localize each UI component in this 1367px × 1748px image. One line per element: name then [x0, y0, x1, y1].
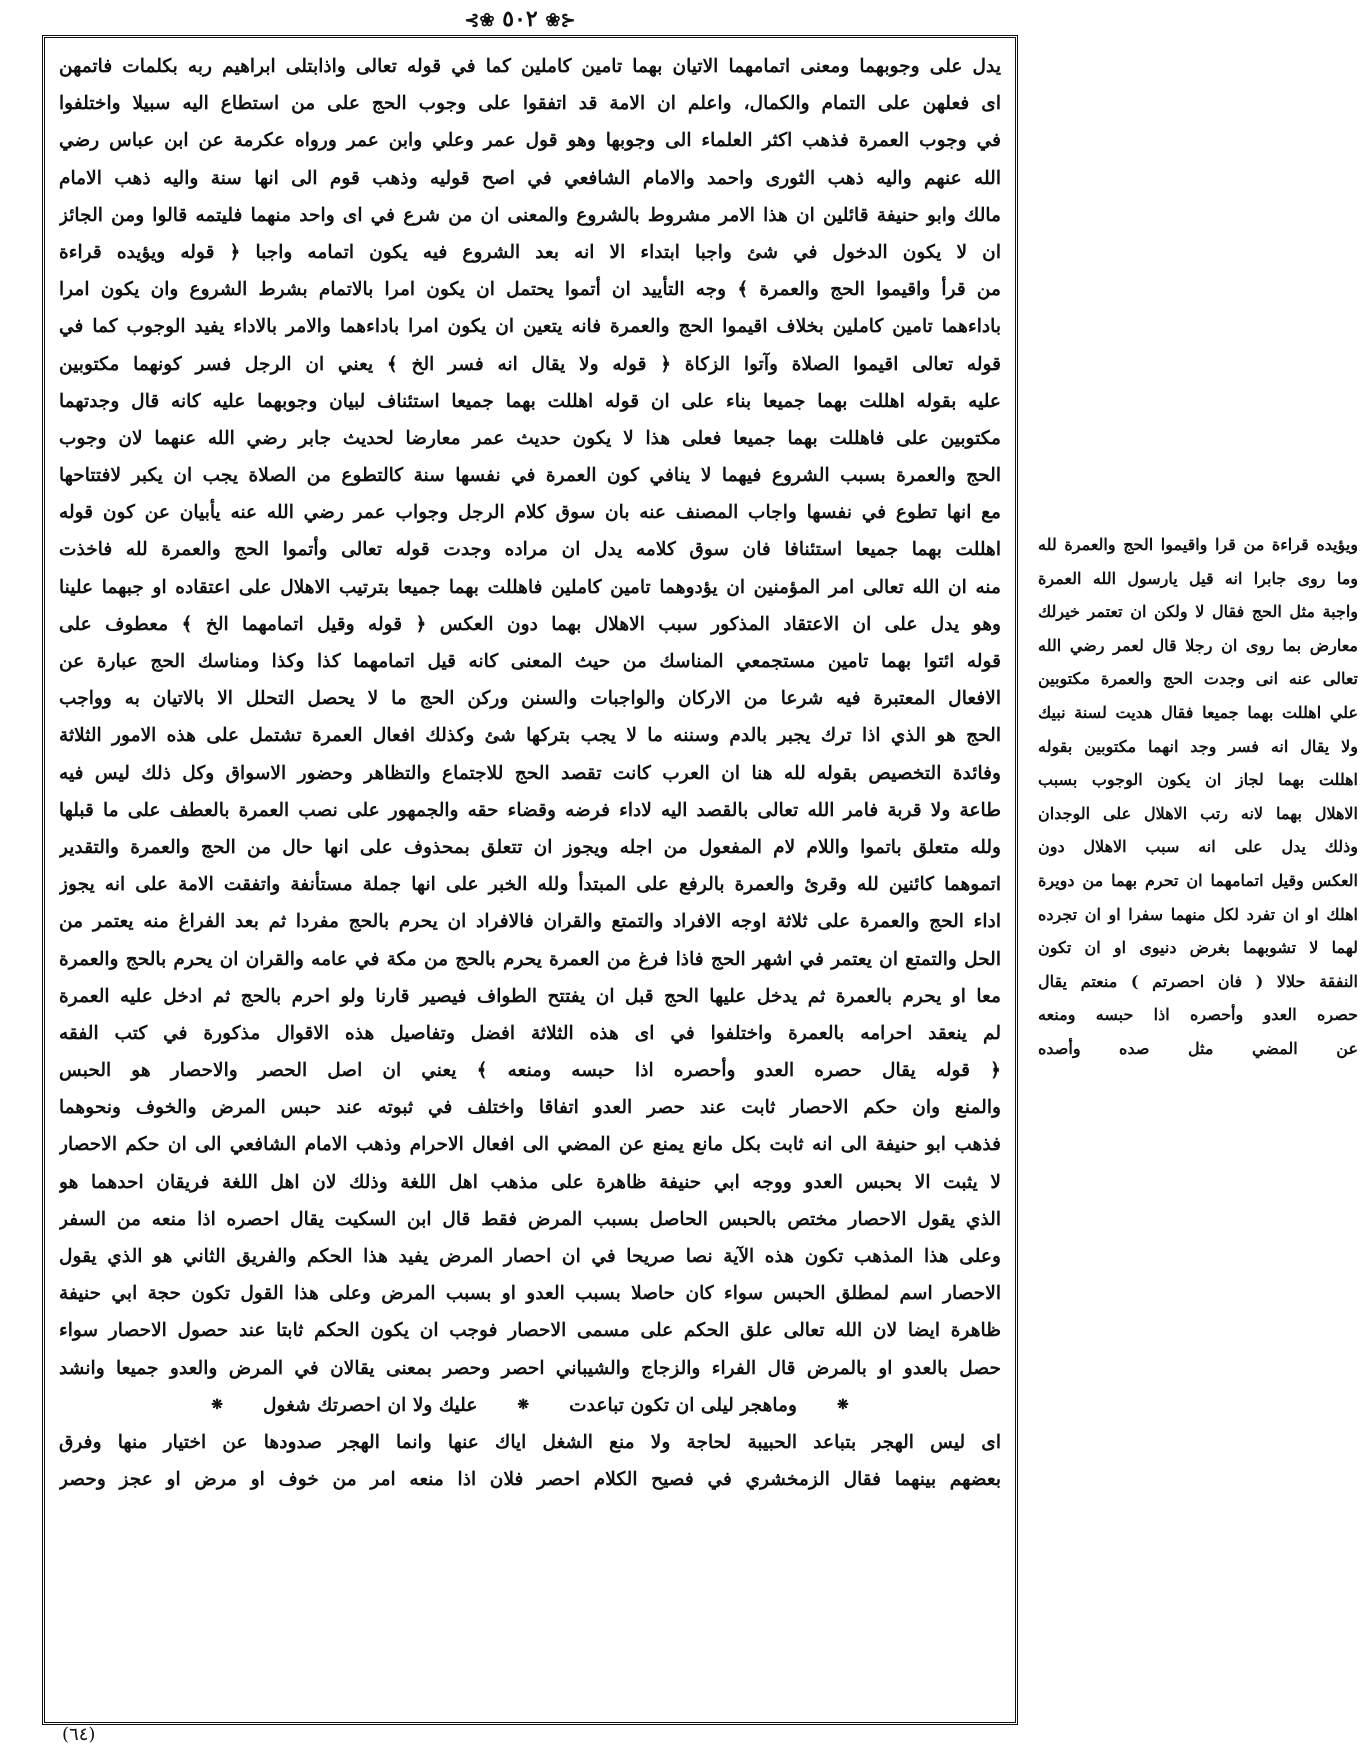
- text-line: مع انها تطوع في نفسها واجاب المصنف عنه بان سوق كلام الرجل وجواب عمر رضي الله عنه يأبيان عن كون قوله: [59, 502, 1001, 524]
- text-line: يدل على وجوبهما ومعنى اتمامهما الاتيان بهما تامين كاملين كما في قوله تعالى واذابتلى ابراهيم ربه بكلمات فاتمهن: [59, 56, 1001, 77]
- text-line: اهللت بهما جميعا استئنافا فان سوق كلامه يدل ان مراده وجدت قوله تعالى وأتموا الحج والعمرة لله فاخذت: [59, 539, 1001, 561]
- text-line: من قرأ واقيموا الحج والعمرة ﴾ وجه التأييد ان أتموا يحتمل ان يكون امرا بالاتمام بشرط الشروع وان يكون امرا: [59, 279, 1001, 301]
- page-number-header: [400, 2, 640, 36]
- margin-text-line: الاهلال بهما لانه رتب الاهلال على الوجدان: [1038, 803, 1358, 823]
- text-line: عليه بقوله اهللت بهما جميعا بناء على ان قوله اهللت بهما جميعا استئناف لبيان وجوبهما عليه كانه قال وجدتهما: [59, 390, 1001, 412]
- margin-text-line: وما روى جابرا انه قيل يارسول الله العمرة: [1038, 568, 1358, 588]
- text-line: فذهب ابو حنيفة الى انه ثابت بكل مانع يمنع عن المضي الى افعال الاحرام وذهب الامام الشافعي الى ان حكم الاحصار: [59, 1134, 1001, 1156]
- text-line: الحج والعمرة بسبب الشروع فيهما لا ينافي كون العمرة في نفسها سنة كالتطوع من الصلاة يجب ان يكبر لافتتاحها: [59, 465, 1001, 487]
- margin-text-line: معارض بما روى ان رجلا قال لعمر رضي الله: [1038, 635, 1358, 655]
- star-ornament-icon: ❋: [211, 1396, 224, 1413]
- margin-text-line: ولا يقال انه فسر وجد انهما مكتوبين بقوله: [1038, 736, 1358, 756]
- text-line: وعلى هذا المذهب تكون هذه الآية نصا صريحا في ان احصار المرض يفيد هذا الحكم والفريق الثاني هو الذي يقول: [59, 1246, 1001, 1267]
- text-line: قوله تعالى اقيموا الصلاة وآتوا الزكاة ﴿ قوله ولا يقال انه فسر الخ ﴾ يعني ان الرجل فسر كونهما مكتوبين: [59, 353, 1001, 375]
- ornament-right-icon: ❀⊱: [545, 10, 576, 31]
- text-line: ﴿ قوله يقال حصره العدو وأحصره اذا حبسه ومنعه ﴾ يعني ان اصل الحصر والاحصار هو الحبس: [59, 1060, 1001, 1082]
- margin-base-text: [1038, 528, 1358, 1066]
- text-line: مكتوبين على فاهللت بهما جميعا فعلى هذا لا يكون حديث عمر معارضا لحديث جابر رضي الله عنهما لان وجوب: [59, 427, 1001, 449]
- margin-text-line: واجبة مثل الحج فقال لا ولكن ان تعتمر خيرلك: [1038, 602, 1358, 622]
- text-line: ان لا يكون الدخول في شئ واجبا ابتداء الا انه بعد الشروع فيه يكون اتمامه واجبا ﴿ قوله ويؤيده قراءة: [59, 241, 1001, 263]
- text-line: لم ينعقد احرامه بالعمرة واختلفوا في اى هذه الثلاثة افضل وتفاصيل هذه الاقوال مذكورة في كتب الفقه: [59, 1022, 1001, 1044]
- margin-text-line: حصره العدو وأحصره اذا حبسه ومنعه: [1038, 1005, 1358, 1025]
- text-line: والمنع وان حكم الاحصار ثابت عند حصر العدو اتفاقا واختلف في ثبوته عند حبس المرض والخوف ونحوهما: [59, 1097, 1001, 1119]
- text-line: الحج هو الذي اذا ترك يجبر بالدم وسننه ما لا يجب بتركها شئ وكذلك افعال العمرة تشتمل على هذه الامور الثلاثة: [59, 725, 1001, 747]
- page-number: ٥٠٢: [502, 6, 538, 32]
- text-line: مالك وابو حنيفة قائلين ان هذا الامر مشروط بالشروع والمعنى ان من شرع في اى واحد منهما فليتمه قالوا ومن الجائز: [59, 204, 1001, 226]
- folio-mark: (٦٤): [62, 1724, 96, 1745]
- text-line: الافعال المعتبرة فيه شرعا من الاركان والواجبات والسنن وركن الحج ما لا يحصل التحلل الا بالاتيان به وواجب: [59, 688, 1001, 710]
- margin-text-line: عن المضي مثل صده وأصده: [1038, 1038, 1358, 1058]
- star-ornament-icon: ❋: [517, 1396, 530, 1413]
- verse-hemistich-2: عليك ولا ان احصرتك شغول: [263, 1394, 478, 1416]
- text-line: الاحصار اسم لمطلق الحبس سواء كان حاصلا بسبب العدو او بسبب المرض وعلى هذا القول تكون حجة ابي حنيفة: [59, 1283, 1001, 1305]
- margin-text-line: النفقة حلالا ( فان احصرتم ) منعتم يقال: [1038, 971, 1358, 991]
- margin-text-line: اهللت بهما لجاز ان يكون الوجوب بسبب: [1038, 770, 1358, 790]
- text-line: اى ليس الهجر بتباعد الحبيبة لحاجة ولا منع الشغل اياك عنها وانما الهجر صدودها عن اختيار منها وفرق: [59, 1431, 1001, 1453]
- closing-text: [59, 1424, 1001, 1498]
- text-line: قوله ائتوا بهما تامين مستجمعي المناسك من حيث المعنى كانه قيل اتمامهما كذا وكذا ومناسك الحج عبارة عن: [59, 651, 1001, 672]
- margin-text-line: لهما لا تشوبهما بغرض دنيوى او ان تكون: [1038, 938, 1358, 958]
- text-line: الذي يقول الاحصار مختص بالحبس الحاصل بسبب المرض فقط قال ابن السكيت يقال احصره اذا منعه من السفر: [59, 1208, 1001, 1230]
- margin-text-line: اهلك او ان تفرد لكل منهما سفرا او ان تجرده: [1038, 904, 1358, 924]
- text-line: اداء الحج والعمرة على ثلاثة اوجه الافراد والتمتع والقران فالافراد ان يحرم بالحج مفردا ثم بعد الفراغ منه يعتمر من: [59, 911, 1001, 933]
- poetry-verse: [59, 1387, 1001, 1424]
- text-line: وهو يدل على ان الاعتقاد المذكور سبب الاهلال بهما دون العكس ﴿ قوله وقيل اتمامهما الخ ﴾ معطوف على: [59, 613, 1001, 635]
- text-line: بعضهم بينهما فقال الزمخشري في فصيح الكلام احصر فلان اذا منعه امر من خوف او مرض او عجز وحصر: [59, 1469, 1001, 1491]
- verse-hemistich-1: وماهجر ليلى ان تكون تباعدت: [569, 1394, 797, 1416]
- star-ornament-icon: ❋: [836, 1396, 849, 1413]
- margin-text-line: تعالى عنه انى وجدت الحج والعمرة مكتوبين: [1038, 669, 1358, 689]
- text-line: لا يثبت الا بحبس العدو ووجه ابي حنيفة ظاهرة على مذهب اهل اللغة وذلك لان اهل اللغة فريقان احدهما هو: [59, 1171, 1001, 1193]
- text-line: معا او يحرم بالعمرة ثم يدخل عليها الحج قبل ان يفتتح الطواف فيصير قارنا ولو احرم بالحج ثم ادخل عليه العمرة: [59, 985, 1001, 1007]
- text-line: اى فعلهن على التمام والكمال، واعلم ان الامة قد اتفقوا على وجوب الحج على من استطاع اليه سبيلا واختلفوا: [59, 93, 1001, 115]
- text-line: ظاهرة ايضا لان الله تعالى علق الحكم على مسمى الاحصار فوجب ان يكون الحكم ثابتا عند حصول الاحصار سواء: [59, 1320, 1001, 1342]
- margin-text-line: وذلك يدل على انه سبب الاهلال دون: [1038, 837, 1358, 857]
- main-text-frame: [42, 35, 1018, 1725]
- text-line: ولله متعلق باتموا واللام لام المفعول من اجله ويجوز ان تتعلق بمحذوف على انها حال من الحج والعمرة والتقدير: [59, 836, 1001, 858]
- text-line: وفائدة التخصيص بقوله لله هنا ان العرب كانت تقصد الحج للاجتماع والتظاهر وحضور الاسواق وكل ذلك ليس فيه: [59, 762, 1001, 784]
- margin-text-line: ويؤيده قراءة من قرا واقيموا الحج والعمرة لله: [1038, 535, 1358, 554]
- text-line: في وجوب العمرة فذهب اكثر العلماء الى وجوبها وهو قول عمر وعلي وابن عمر ورواه عكرمة عن ابن عباس رضي: [59, 130, 1001, 152]
- text-line: طاعة ولا قربة فامر الله تعالى بالقصد اليه لاداء فرضه وقضاء حقه والجمهور على نصب العمرة بالعطف على ما قبلها: [59, 799, 1001, 821]
- text-line: باداءهما تامين كاملين بخلاف اقيموا الحج والعمرة فانه يتعين ان يكون امرا باداءهما والامر بالاداء يفيد الوجوب كما في: [59, 316, 1001, 338]
- margin-text-line: علي اهللت بهما جميعا فقال هديت لسنة نبيك: [1038, 702, 1358, 722]
- margin-text-line: العكس وقيل اتمامهما ان تحرم بهما من دويرة: [1038, 870, 1358, 890]
- text-line: الله عنهم واليه ذهب الثورى واحمد والامام الشافعي في اصح قوليه وذهب قوم الى انها سنة واليه ذهب الامام: [59, 167, 1001, 189]
- text-line: الحل والتمتع ان يعتمر في اشهر الحج فاذا فرغ من العمرة يحرم بالحج من مكة في عامه والقران ان يحرم بالحج والعمرة: [59, 948, 1001, 970]
- text-line: حصل بالعدو او بالمرض قال الفراء والزجاج والشيباني احصر وحصر بمعنى يقالان في المرض والعدو جميعا وانشد: [59, 1357, 1001, 1379]
- text-line: منه ان الله تعالى امر المؤمنين ان يؤدوهما تامين كاملين فاهللت بهما جميعا بترتيب الاهلال على اعتقاده او جبهما علينا: [59, 576, 1001, 598]
- commentary-text: [59, 48, 1001, 1387]
- ornament-left-icon: ⊰❀: [464, 10, 495, 31]
- text-line: اتموهما كائنين لله وقرئ والعمرة بالرفع على المبتدأ ولله الخبر على انها جملة مستأنفة واتفقت الامة على انه يجوز: [59, 874, 1001, 896]
